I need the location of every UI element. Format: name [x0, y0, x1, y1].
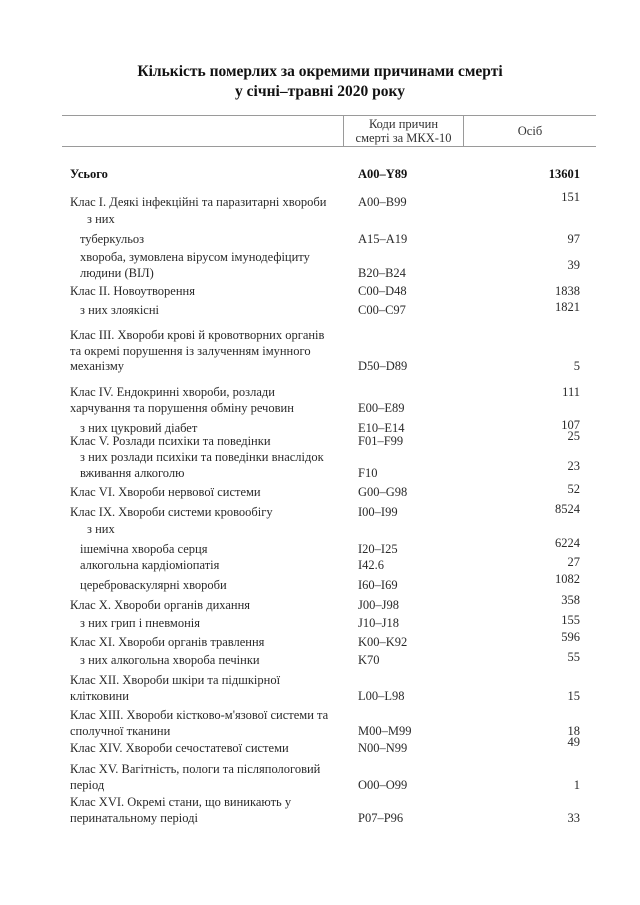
row-persons-count: 13601 [548, 167, 580, 181]
title-line-2: у січні–травні 2020 року [235, 83, 405, 100]
row-label-line: вживання алкоголю [80, 465, 185, 480]
row-label [80, 616, 200, 632]
row-label-line: Клас XI. Хвороби органів травлення [70, 635, 265, 649]
header-top-rule [62, 115, 596, 116]
row-icd-code: F10 [358, 465, 378, 480]
row-label-line: Клас V. Розлади психіки та поведінки [70, 434, 271, 448]
row-icd-code: N00–N99 [358, 741, 408, 755]
row-persons-count: 55 [567, 649, 580, 664]
row-label-line: Клас XIII. Хвороби кістково-м'язової системи та [70, 708, 329, 722]
row-persons-count: 107 [561, 417, 580, 432]
row-persons-count: 25 [567, 429, 580, 444]
row-label [80, 450, 324, 481]
row-label [70, 328, 324, 375]
row-persons-count: 39 [567, 257, 580, 272]
row-icd-code: B20–B24 [358, 265, 406, 280]
row-label [80, 232, 144, 248]
row-label [70, 795, 291, 826]
row-icd-code: C00–C97 [358, 303, 406, 317]
row-label-line: Клас IV. Ендокринні хвороби, розлади [70, 385, 275, 399]
row-icd-code: K70 [358, 653, 380, 667]
row-persons-count: 15 [567, 688, 580, 703]
row-label [70, 673, 280, 704]
row-label-line: з них [87, 212, 115, 226]
row-persons-count: 1838 [555, 284, 580, 298]
row-label [70, 167, 108, 183]
row-label-line: механізму [70, 359, 125, 373]
row-label [70, 434, 271, 450]
row-label-line: харчування та порушення обміну речовин [70, 400, 294, 415]
row-label-line: Клас XIV. Хвороби сечостатевої системи [70, 741, 289, 755]
row-persons-count: 1 [573, 777, 580, 792]
header-bottom-rule [62, 146, 596, 147]
row-icd-code: J10–J18 [358, 616, 399, 630]
row-icd-code: E10–E14 [358, 421, 405, 435]
row-icd-code: E00–E89 [358, 400, 405, 415]
row-icd-code: I00–I99 [358, 505, 398, 519]
row-label [80, 542, 207, 558]
row-label-line: перинатальному періоді [70, 810, 198, 825]
row-icd-code: A15–A19 [358, 232, 408, 246]
row-label-line: Клас XII. Хвороби шкіри та підшкірної [70, 673, 281, 687]
row-label-line: з них злоякісні [80, 303, 160, 317]
row-label-line: людини (ВІЛ) [80, 265, 154, 280]
row-label-line: Усього [70, 167, 108, 181]
row-icd-code: M00–M99 [358, 723, 412, 738]
row-icd-code: A00–Y89 [358, 167, 408, 181]
row-label-line: період [70, 777, 105, 792]
row-label [80, 578, 227, 594]
row-label [80, 653, 260, 669]
row-label [70, 284, 195, 300]
row-label-line: хвороба, зумовлена вірусом імунодефіциту [80, 250, 310, 264]
row-icd-code: J00–J98 [358, 598, 399, 612]
row-label-line: Клас I. Деякі інфекційні та паразитарні хвороби [70, 195, 327, 209]
header-codes [344, 117, 463, 145]
row-persons-count: 18 [567, 723, 580, 738]
row-label [87, 522, 115, 538]
row-label-line: з них грип і пневмонія [80, 616, 200, 630]
row-label [70, 505, 273, 521]
row-icd-code: I42.6 [358, 558, 385, 572]
row-icd-code: G00–G98 [358, 485, 408, 499]
row-label-line: Клас XVI. Окремі стани, що виникають у [70, 795, 292, 809]
title-line-1: Кількість померлих за окремими причинами смерті [137, 63, 503, 80]
row-persons-count: 8524 [555, 501, 580, 516]
row-persons-count: 33 [567, 810, 580, 825]
row-persons-count: 596 [561, 630, 580, 645]
row-icd-code: I20–I25 [358, 542, 398, 556]
row-label-line: Клас II. Новоутворення [70, 284, 195, 298]
row-label-line: з них алкогольна хвороба печінки [80, 653, 260, 667]
row-label-line: та окремі порушення із залученням імунного [70, 343, 311, 358]
row-label [87, 212, 115, 228]
row-persons-count: 151 [561, 190, 580, 205]
row-label [70, 385, 294, 416]
row-persons-count: 358 [561, 593, 580, 608]
row-persons-count: 23 [567, 459, 580, 474]
row-label-line: ішемічна хвороба серця [80, 542, 208, 556]
row-persons-count: 52 [567, 481, 580, 496]
row-label-line: Клас III. Хвороби крові й кровотворних органів [70, 328, 325, 342]
row-label-line: цереброваскулярні хвороби [80, 578, 227, 592]
row-icd-code: C00–D48 [358, 284, 407, 298]
row-label-line: алкогольна кардіоміопатія [80, 558, 220, 572]
header-persons: Осіб [517, 124, 543, 138]
row-persons-count: 27 [567, 554, 580, 569]
row-label [80, 250, 310, 281]
row-label [70, 762, 320, 793]
row-label-line: туберкульоз [80, 232, 145, 246]
row-label-line: Клас IX. Хвороби системи кровообігу [70, 505, 273, 519]
row-label [70, 708, 328, 739]
row-persons-count: 6224 [555, 535, 580, 550]
row-label [70, 741, 289, 757]
row-icd-code: D50–D89 [358, 359, 408, 373]
row-persons-count: 155 [561, 612, 580, 627]
row-icd-code: K00–K92 [358, 635, 408, 649]
row-label-line: клітковини [70, 688, 129, 703]
row-persons-count: 5 [573, 359, 580, 373]
row-persons-count: 97 [567, 232, 580, 246]
row-persons-count: 1821 [555, 299, 580, 314]
row-persons-count: 1082 [555, 571, 580, 586]
row-label [70, 598, 250, 614]
row-label-line: з них [87, 522, 115, 536]
row-label-line: з них цукровий діабет [80, 421, 198, 435]
row-label [80, 303, 159, 319]
row-icd-code: P07–P96 [358, 810, 404, 825]
row-icd-code: F01–F99 [358, 434, 404, 448]
row-label-line: Клас VI. Хвороби нервової системи [70, 485, 261, 499]
row-persons-count: 111 [562, 385, 580, 399]
row-label-line: з них розлади психіки та поведінки внаслідок [80, 450, 324, 464]
row-label-line: Клас X. Хвороби органів дихання [70, 598, 251, 612]
row-label-line: Клас XV. Вагітність, пологи та післяпологовий [70, 762, 321, 776]
row-label [70, 635, 264, 651]
row-icd-code: L00–L98 [358, 688, 405, 703]
row-label [70, 485, 261, 501]
row-label-line: сполучної тканини [70, 723, 171, 738]
row-icd-code: A00–B99 [358, 195, 407, 209]
header-codes-line-2: смерті за МКХ-10 [355, 131, 452, 145]
row-icd-code: O00–O99 [358, 777, 408, 792]
row-label [70, 195, 326, 211]
row-label [80, 558, 219, 574]
header-codes-line-1: Коди причин [368, 117, 439, 131]
row-persons-count: 49 [567, 734, 580, 749]
row-icd-code: I60–I69 [358, 578, 398, 592]
